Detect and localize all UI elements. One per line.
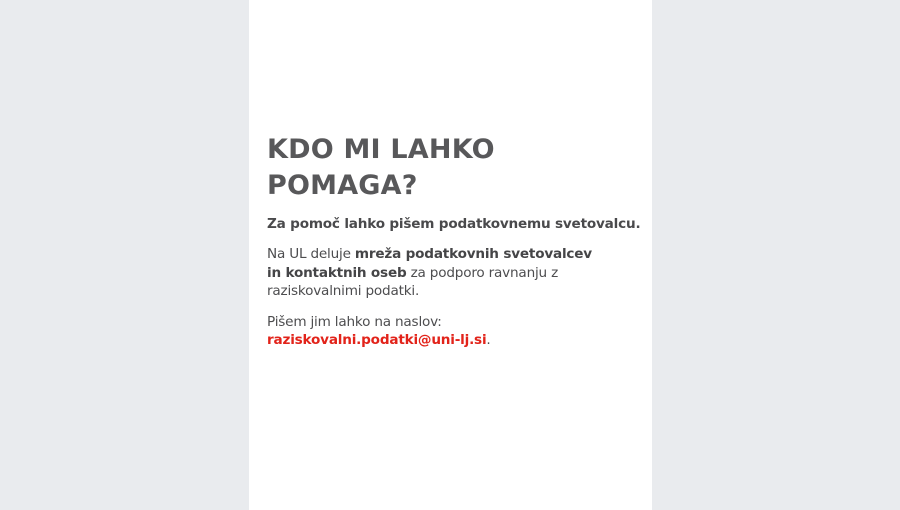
lead-text: Za pomoč lahko pišem podatkovnemu svetovalcu. <box>267 216 641 232</box>
document-page <box>249 0 652 510</box>
network-bold-text-line1: mreža podatkovnih svetovalcev <box>354 246 592 262</box>
network-paragraph-suffix: za podporo ravnanju z raziskovalnimi podatki. <box>267 264 559 299</box>
network-paragraph <box>267 245 642 301</box>
network-bold-text-line2: in kontaktnih oseb <box>267 264 407 281</box>
contact-paragraph-suffix: . <box>486 332 491 348</box>
email-link[interactable]: raziskovalni.podatki@uni-lj.si <box>267 332 487 348</box>
contact-paragraph <box>267 313 642 350</box>
page-heading: KDO MI LAHKO POMAGA? <box>267 134 495 201</box>
page-content <box>267 132 642 350</box>
network-paragraph-prefix: Na UL deluje <box>267 246 355 262</box>
contact-paragraph-prefix: Pišem jim lahko na naslov: <box>267 313 442 330</box>
